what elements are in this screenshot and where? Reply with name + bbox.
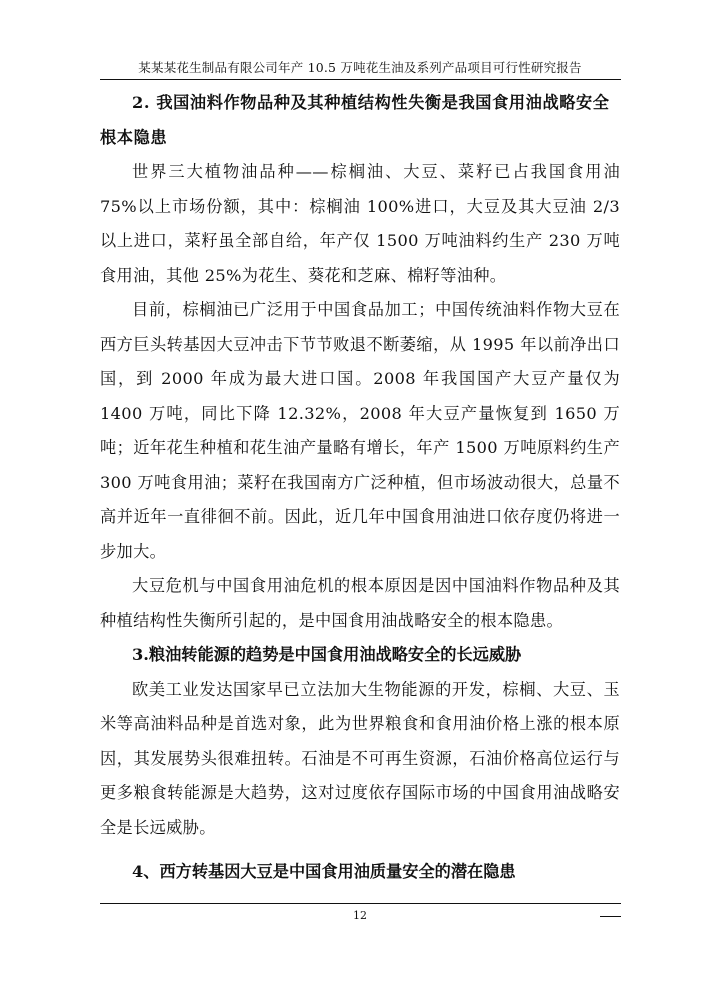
paragraph-soybean-decline: 目前，棕榈油已广泛用于中国食品加工；中国传统油料作物大豆在西方巨头转基因大豆冲击下节节败退不断萎缩，从 1995 年以前净出口国，到 2000 年成为最大进口国。2008 年我国国产大豆产量仅为 1400 万吨，同比下降 12.32%，2008 年大豆产量恢复到 1650 万吨；近年花生种植和花生油产量略有增长，年产 1500 万吨原料约生产 300 万吨食用油；菜籽在我国南方广泛种植，但市场波动很大，总量不高并近年一直徘徊不前。因此，近几年中国食用油进口依存度仍将进一步加大。: [100, 300, 620, 561]
document-body: [100, 86, 620, 890]
section-heading-4: 4、西方转基因大豆是中国食用油质量安全的潜在隐患: [132, 862, 516, 881]
paragraph-oil-varieties: 世界三大植物油品种——棕榈油、大豆、菜籽已占我国食用油 75%以上市场份额，其中：棕榈油 100%进口，大豆及其大豆油 2/3 以上进口，菜籽虽全部自给，年产仅 1500 万吨油料约生产 230 万吨食用油，其他 25%为花生、葵花和芝麻、棉籽等油种。: [100, 162, 620, 285]
section-heading-2: 2. 我国油料作物品种及其种植结构性失衡是我国食用油战略安全根本隐患: [100, 93, 610, 147]
footer-dash: [600, 916, 621, 917]
running-header: 某某某花生制品有限公司年产 10.5 万吨花生油及系列产品项目可行性研究报告: [138, 60, 582, 75]
page-number: 12: [353, 909, 367, 922]
header-divider: [100, 79, 621, 80]
paragraph-root-cause: 大豆危机与中国食用油危机的根本原因是因中国油料作物品种及其种植结构性失衡所引起的，是中国食用油战略安全的根本隐患。: [100, 576, 620, 630]
footer-divider: [100, 903, 621, 904]
paragraph-bioenergy: 欧美工业发达国家早已立法加大生物能源的开发，棕榈、大豆、玉米等高油料品种是首选对象，此为世界粮食和食用油价格上涨的根本原因，其发展势头很难扭转。石油是不可再生资源，石油价格高位运行与更多粮食转能源是大趋势，这对过度依存国际市场的中国食用油战略安全是长远威胁。: [100, 679, 620, 837]
section-heading-3: 3.粮油转能源的趋势是中国食用油战略安全的长远威胁: [132, 645, 522, 664]
